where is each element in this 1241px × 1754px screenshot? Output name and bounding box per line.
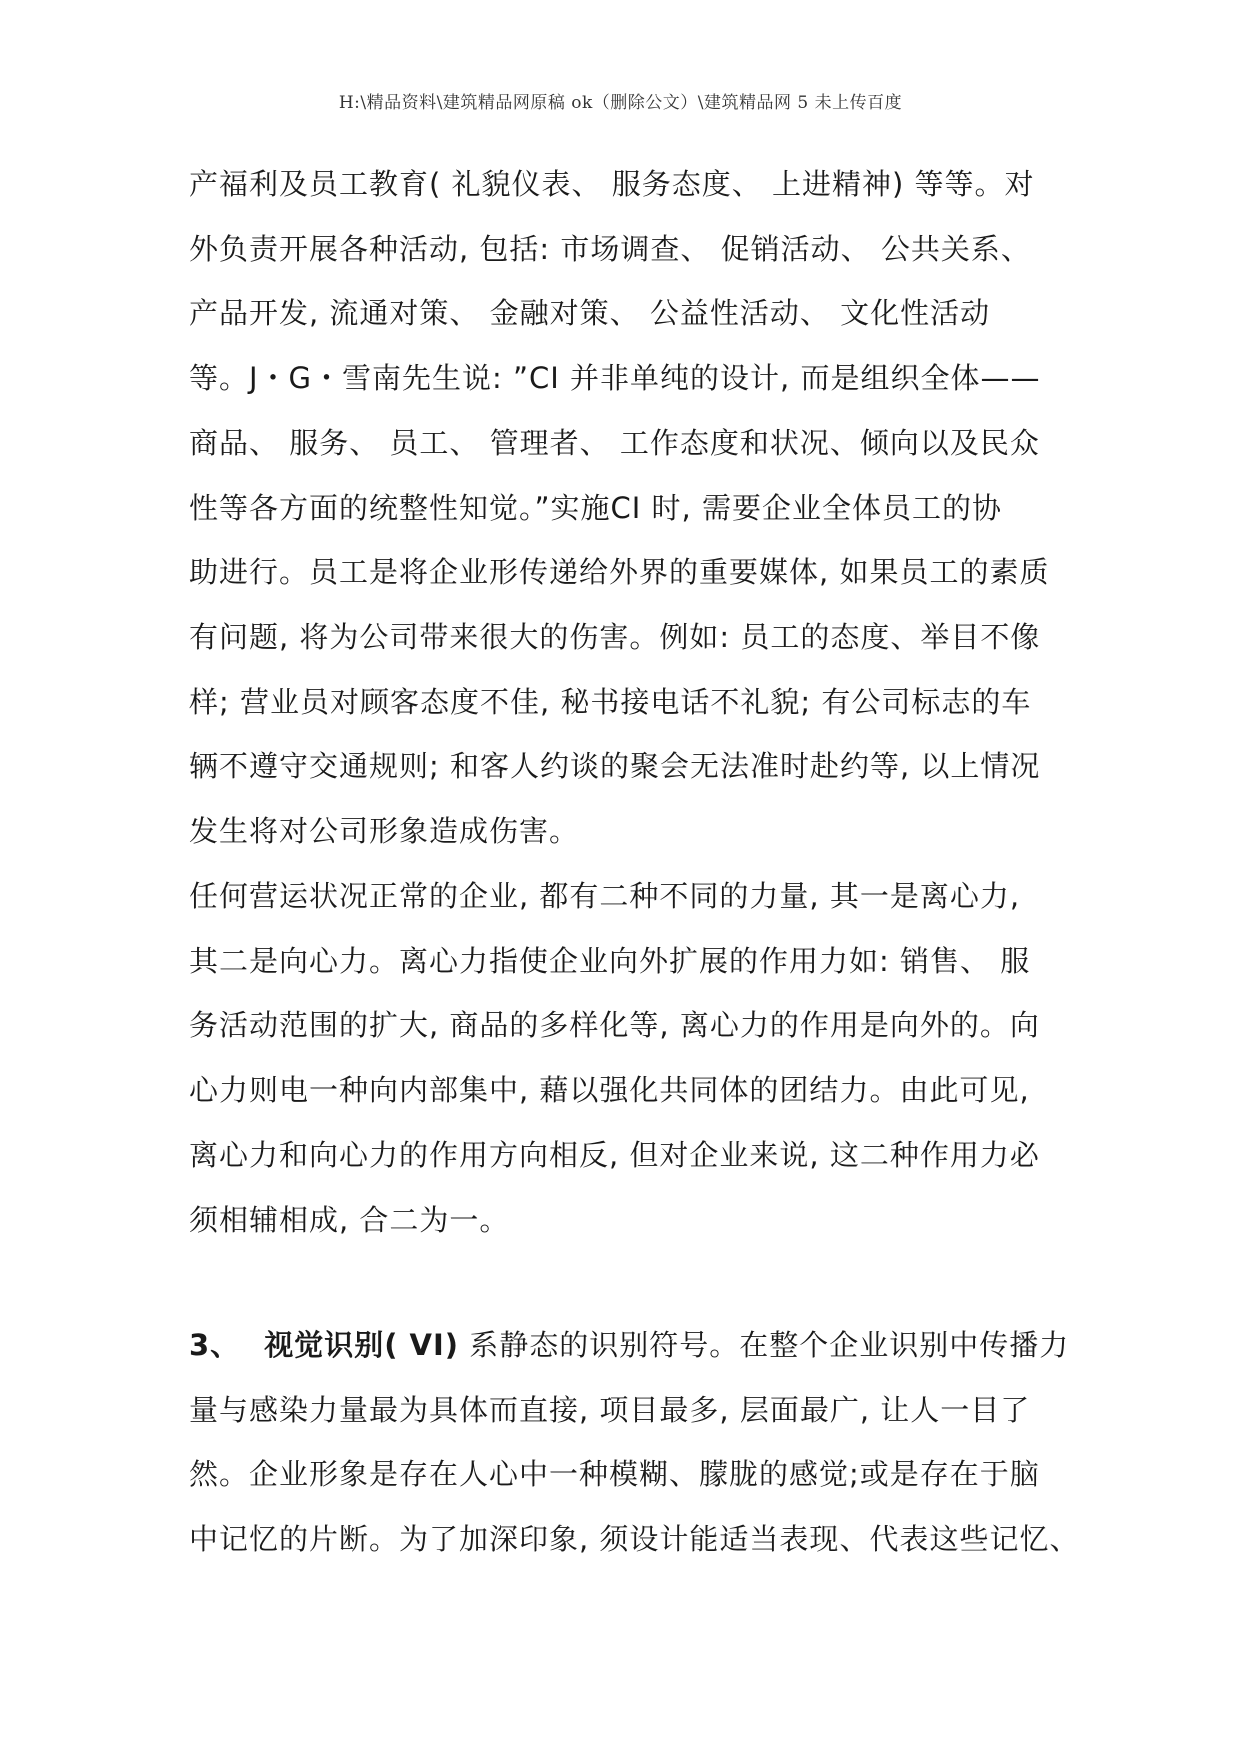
paragraph-line: 商品、 服务、 员工、 管理者、 工作态度和状况、倾向以及民众 xyxy=(189,425,1040,460)
paragraph-line: 离心力和向心力的作用方向相反, 但对企业来说, 这二种作用力必 xyxy=(189,1137,1040,1172)
paragraph-line: 样; 营业员对顾客态度不佳, 秘书接电话不礼貌; 有公司标志的车 xyxy=(189,684,1032,719)
header-file-path: H:\精品资料\建筑精品网原稿 ok（删除公文）\建筑精品网 5 未上传百度 xyxy=(338,93,903,113)
paragraph-line: 心力则电一种向内部集中, 藉以强化共同体的团结力。由此可见, xyxy=(189,1073,1030,1108)
paragraph-line: 外负责开展各种活动, 包括: 市场调查、 促销活动、 公共关系、 xyxy=(189,231,1031,266)
paragraph-line: 任何营运状况正常的企业, 都有二种不同的力量, 其一是离心力, xyxy=(189,879,1021,913)
paragraph-line: 助进行。员工是将企业形传递给外界的重要媒体, 如果员工的素质 xyxy=(189,555,1050,590)
section-first-line-text: 系静态的识别符号。在整个企业识别中传播力 xyxy=(459,1328,1070,1362)
paragraph-line: 须相辅相成, 合二为一。 xyxy=(189,1202,510,1237)
paragraph-line: 然。企业形象是存在人心中一种模糊、朦胧的感觉;或是存在于脑 xyxy=(189,1457,1040,1492)
paragraph-employee-role xyxy=(189,152,1089,864)
paragraph-line: 量与感染力量最为具体而直接, 项目最多, 层面最广, 让人一目了 xyxy=(189,1392,1031,1427)
paragraph-line: 产品开发, 流通对策、 金融对策、 公益性活动、 文化性活动 xyxy=(189,296,991,331)
paragraph-line: 产福利及员工教育( 礼貌仪表、 服务态度、 上进精神) 等等。对 xyxy=(189,167,1035,201)
section-heading-line xyxy=(189,1313,1089,1378)
section-number: 3、 xyxy=(189,1328,241,1362)
section-visual-identity xyxy=(189,1313,1089,1572)
paragraph-line: 有问题, 将为公司带来很大的伤害。例如: 员工的态度、举目不像 xyxy=(189,619,1041,654)
paragraph-centrifugal-force xyxy=(189,864,1089,1252)
paragraph-line: 发生将对公司形象造成伤害。 xyxy=(189,814,580,849)
section-title: 视觉识别( VI) xyxy=(264,1328,460,1362)
paragraph-line: 等。J・G・雪南先生说: ”CI 并非单纯的设计, 而是组织全体—— xyxy=(189,361,1041,396)
paragraph-line: 辆不遵守交通规则; 和客人约谈的聚会无法准时赴约等, 以上情况 xyxy=(189,749,1041,784)
paragraph-line: 中记忆的片断。为了加深印象, 须设计能适当表现、代表这些记忆、 xyxy=(189,1522,1080,1557)
paragraph-line: 其二是向心力。离心力指使企业向外扩展的作用力如: 销售、 服 xyxy=(189,943,1031,978)
paragraph-line: 务活动范围的扩大, 商品的多样化等, 离心力的作用是向外的。向 xyxy=(189,1008,1040,1043)
paragraph-line: 性等各方面的统整性知觉。”实施CI 时, 需要企业全体员工的协 xyxy=(189,490,1002,525)
